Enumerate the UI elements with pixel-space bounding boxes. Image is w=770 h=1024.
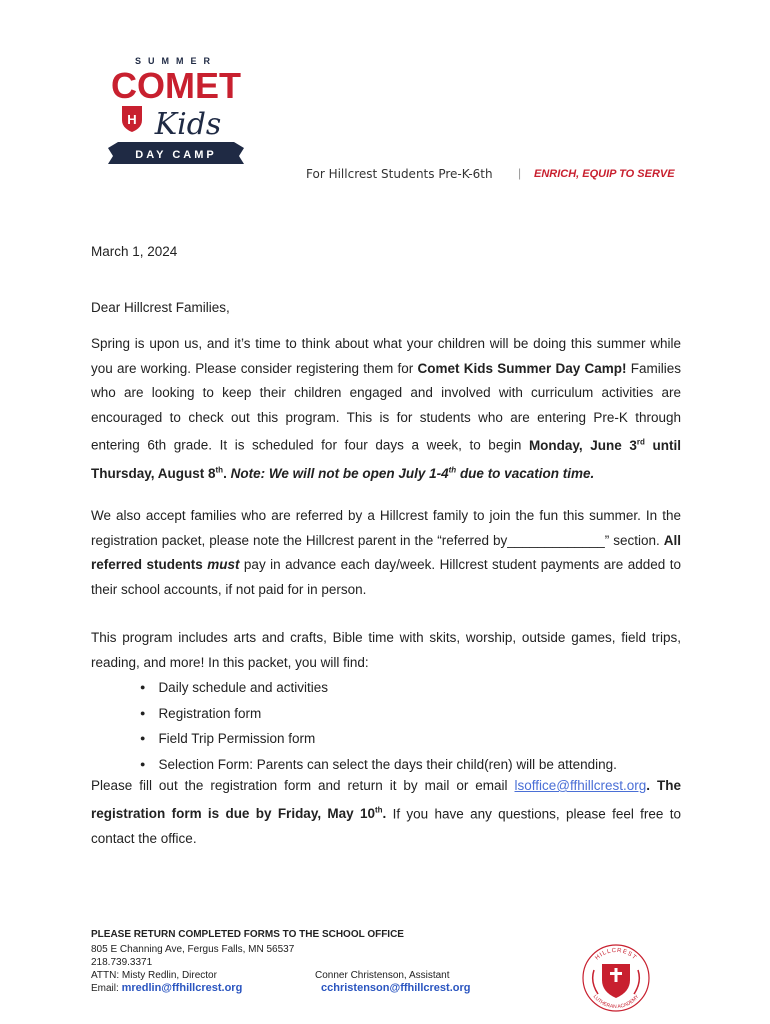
- director-email-link[interactable]: mredlin@ffhillcrest.org: [121, 982, 243, 994]
- tagline: For Hillcrest Students Pre-K-6th: [306, 167, 493, 181]
- paragraph-program: This program includes arts and crafts, Bible time with skits, worship, outside games, field trips, reading, and more! In this packet, you will find:: [91, 630, 681, 670]
- header-tagline-row: [300, 167, 700, 187]
- logo-summer: SUMMER: [135, 56, 217, 66]
- logo-comet: COMET: [111, 65, 241, 106]
- paragraph-instructions: Please fill out the registration form and return it by mail or email lsoffice@ffhillcrest.org. The registration form is due by Friday, May 10th. If you have any questions, please feel free to contact the office.: [91, 778, 681, 846]
- footer-address: 805 E Channing Ave, Fergus Falls, MN 56537: [91, 944, 295, 955]
- packet-contents-list: [140, 676, 617, 778]
- footer-heading: PLEASE RETURN COMPLETED FORMS TO THE SCHOOL OFFICE: [91, 929, 404, 940]
- letter-date: March 1, 2024: [91, 244, 178, 259]
- office-email-link[interactable]: lsoffice@ffhillcrest.org: [514, 778, 647, 793]
- footer-email-label: Email:: [91, 983, 122, 994]
- paragraph-referrals: We also accept families who are referred by a Hillcrest family to join the fun this summer. In the registration packet, please note the Hillcrest parent in the “referred by_____________” section. All referred students must pay in advance each day/week. Hillcrest student payments are added to their school accounts, if not paid for in person.: [91, 508, 681, 597]
- footer-assistant: Conner Christenson, Assistant: [315, 970, 450, 981]
- logo-kids: Kids: [154, 107, 222, 142]
- footer-director: ATTN: Misty Redlin, Director: [91, 970, 217, 981]
- salutation: Dear Hillcrest Families,: [91, 300, 230, 315]
- list-item: ● Selection Form: Parents can select the days their child(ren) will be attending.: [140, 753, 617, 779]
- footer: [91, 928, 651, 995]
- svg-text:HILLCREST: [594, 948, 637, 962]
- footer-phone: 218.739.3371: [91, 957, 153, 968]
- paragraph-intro: Spring is upon us, and it’s time to think about what your children will be doing this summer while you are working. Please consider registering them for Comet Kids Summer Day Camp! Families who are looking to keep their children engaged and involved with curriculum activities are encouraged to check out this program. This is for students who are entering Pre-K through entering 6th grade. It is scheduled for four days a week, to begin Monday, June 3rd until Thursday, August 8th. Note: We will not be open July 1-4th due to vacation time.: [91, 336, 681, 481]
- motto: ENRICH, EQUIP TO SERVE: [534, 168, 675, 180]
- seal-bottom-text: LUTHERAN ACADEMY: [591, 993, 641, 1011]
- comet-kids-logo: [96, 46, 256, 176]
- tagline-separator: |: [518, 166, 522, 180]
- list-item: ● Registration form: [140, 702, 617, 728]
- list-item: ● Daily schedule and activities: [140, 676, 617, 702]
- assistant-email-link[interactable]: cchristenson@ffhillcrest.org: [321, 982, 471, 994]
- hillcrest-seal: [580, 940, 652, 1016]
- logo-day-camp: DAY CAMP: [135, 149, 217, 161]
- shield-letter: H: [127, 112, 137, 127]
- seal-top-text: HILLCREST: [594, 947, 638, 962]
- list-item: ● Field Trip Permission form: [140, 727, 617, 753]
